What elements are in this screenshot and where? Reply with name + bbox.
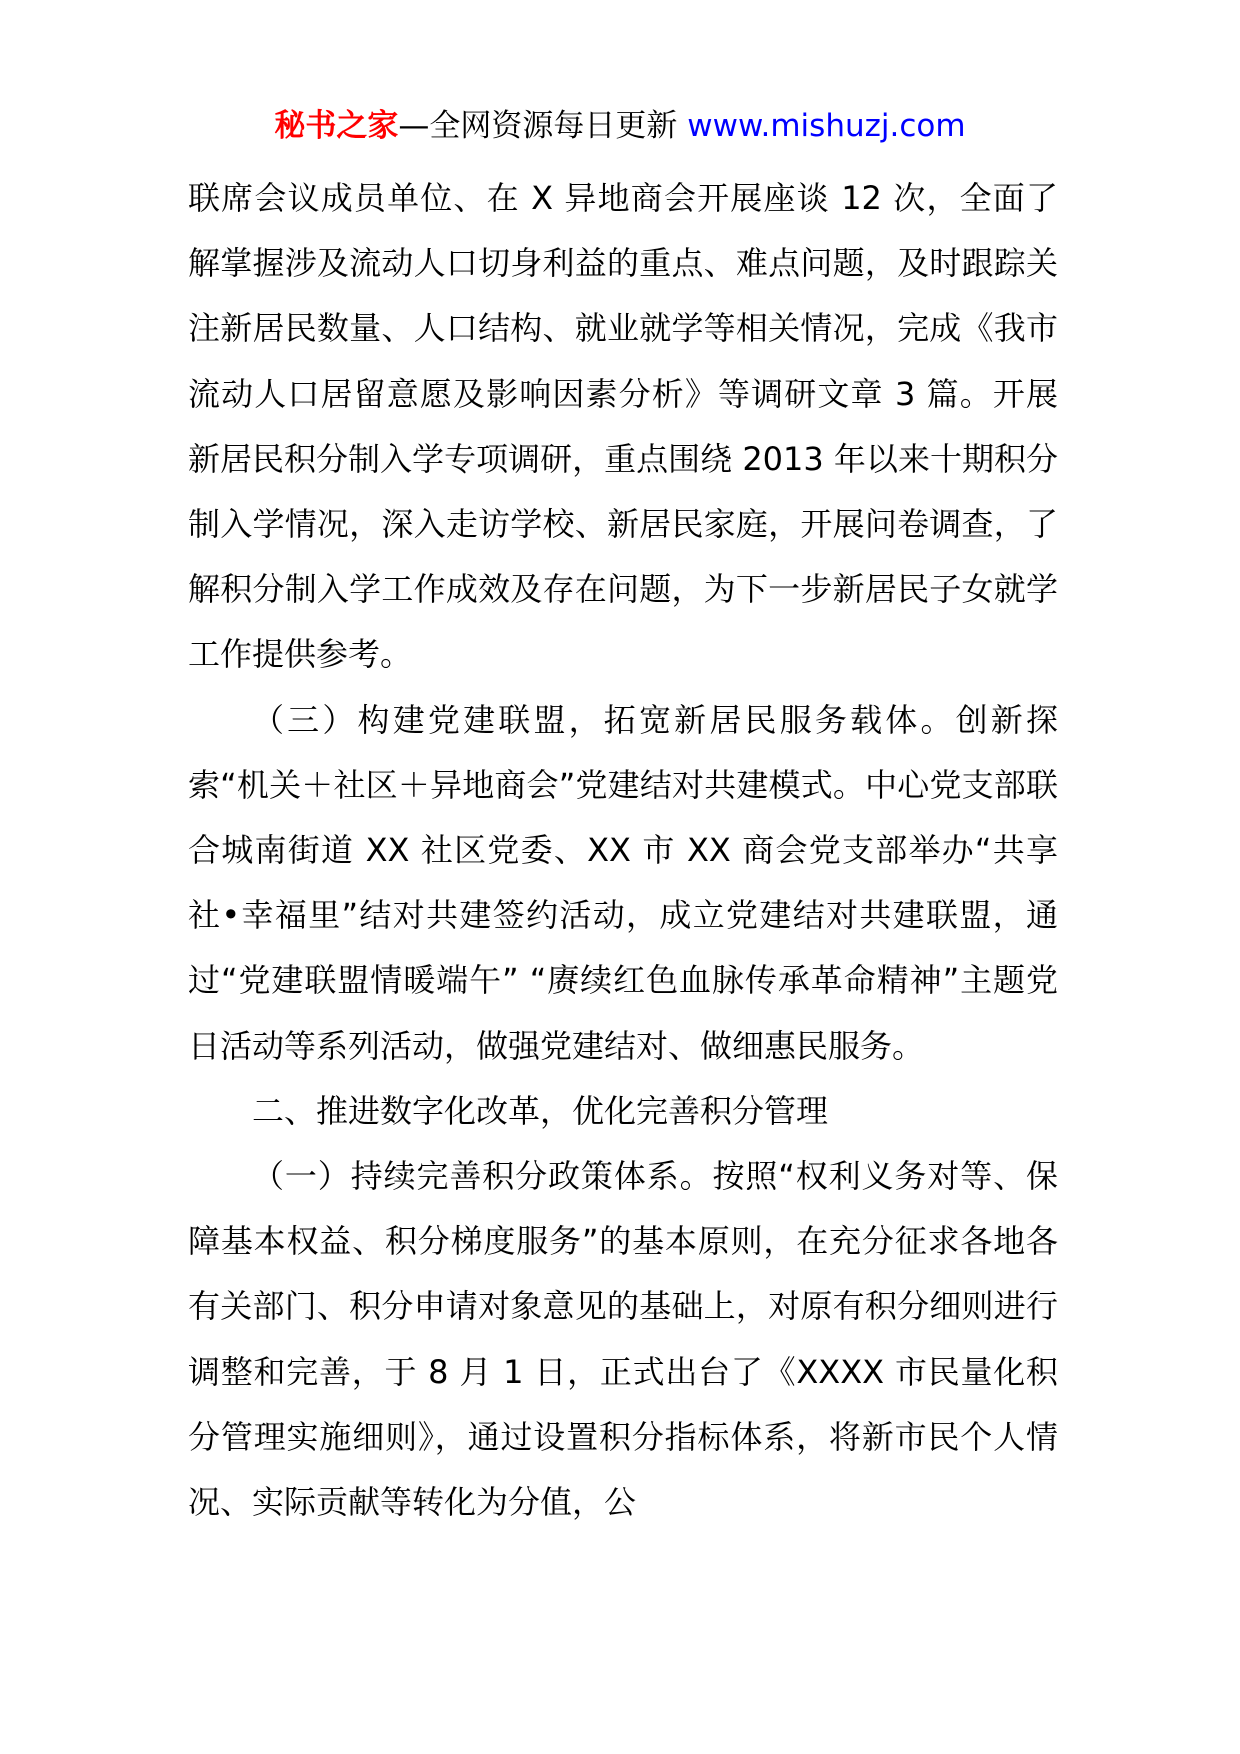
document-body [188,166,1058,1535]
page-header [0,104,1240,148]
paragraph-continued: 联席会议成员单位、在 X 异地商会开展座谈 12 次，全面了解掌握涉及流动人口切身利益的重点、难点问题，及时跟踪关注新居民数量、人口结构、就业就学等相关情况，完成《我市流动人口居留意愿及影响因素分析》等调研文章 3 篇。开展新居民积分制入学专项调研，重点围绕 2013 年以来十期积分制入学情况，深入走访学校、新居民家庭，开展问卷调查，了解积分制入学工作成效及存在问题，为下一步新居民子女就学工作提供参考。 [188,179,1058,674]
paragraph-section-one: （一）持续完善积分政策体系。按照“权利义务对等、保障基本权益、积分梯度服务”的基本原则，在充分征求各地各有关部门、积分申请对象意见的基础上，对原有积分细则进行调整和完善，于 8 月 1 日，正式出台了《XXXX 市民量化积分管理实施细则》，通过设置积分指标体系，将新市民个人情况、实际贡献等转化为分值，公 [188,1157,1058,1522]
header-url-link[interactable]: www.mishuzj.com [687,108,966,144]
section-heading: 二、推进数字化改革，优化完善积分管理 [252,1091,829,1130]
header-slogan: —全网资源每日更新 [398,108,688,144]
header-brand: 秘书之家 [274,108,399,144]
paragraph-section-three: （三）构建党建联盟，拓宽新居民服务载体。创新探索“机关＋社区＋异地商会”党建结对共建模式。中心党支部联合城南街道 XX 社区党委、XX 市 XX 商会党支部举办“共享社•幸福里”结对共建签约活动，成立党建结对共建联盟，通过“党建联盟情暖端午” “赓续红色血脉传承革命精神”主题党日活动等系列活动，做强党建结对、做细惠民服务。 [188,700,1058,1065]
